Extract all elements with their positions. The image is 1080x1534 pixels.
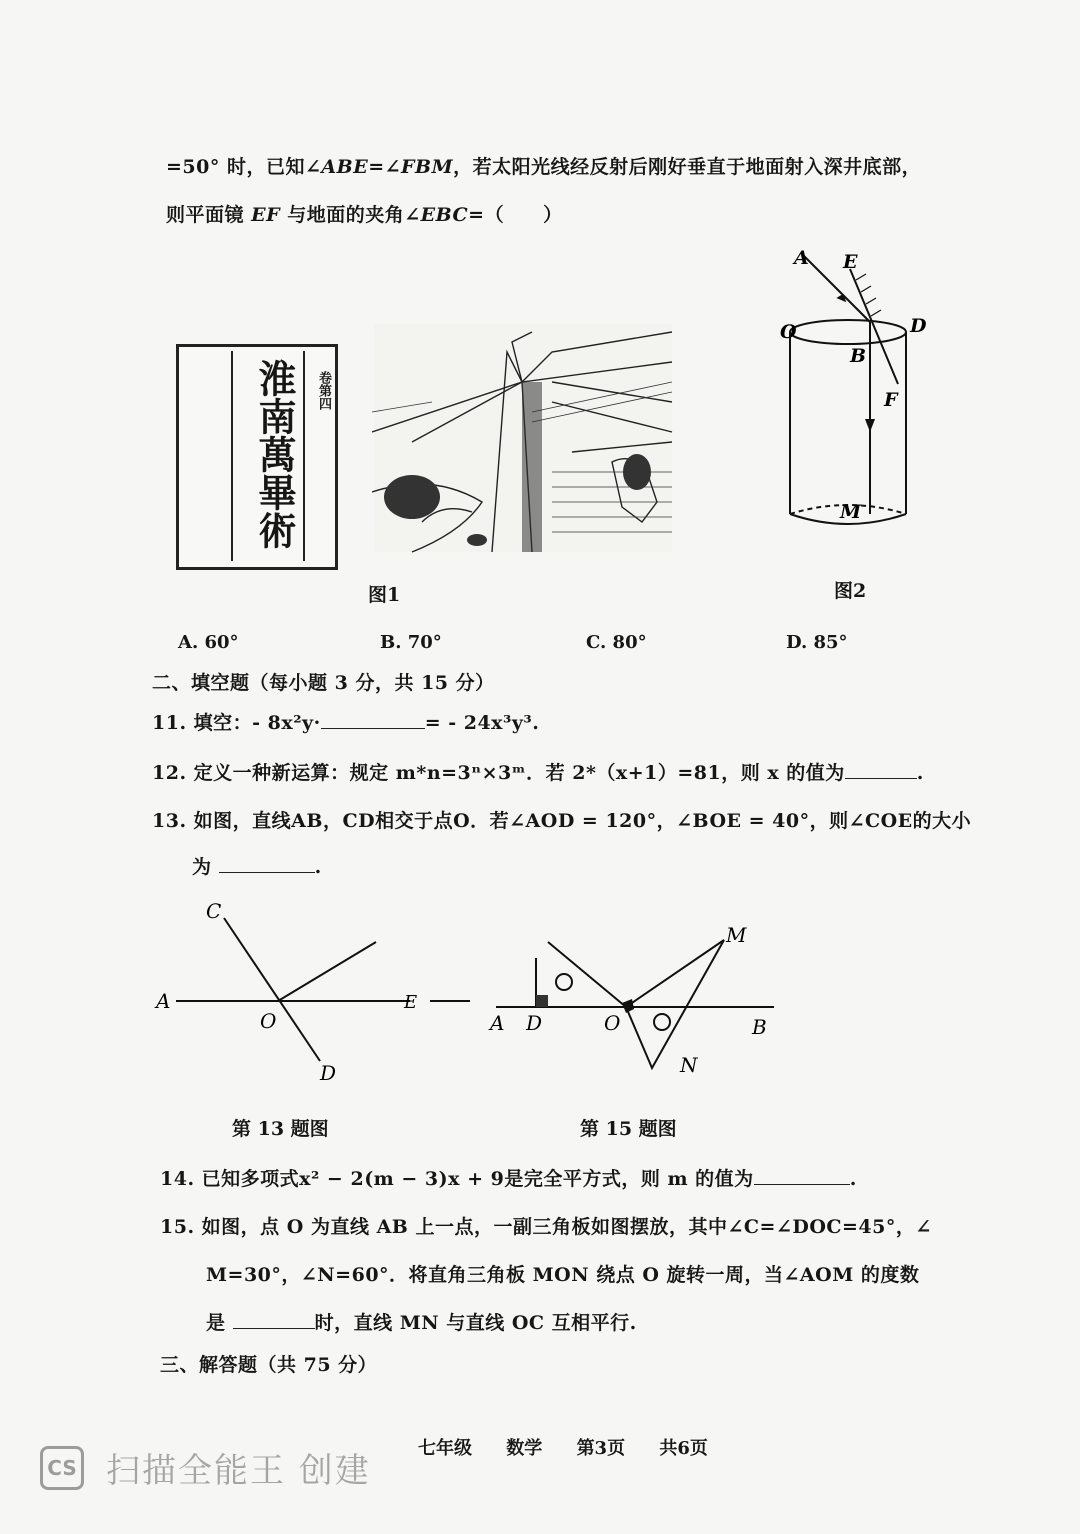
angle-fbm: FBM [401, 156, 454, 178]
q10-line1 [166, 152, 921, 179]
q13-text: 为 [192, 856, 212, 878]
figure2-label-e: E [843, 251, 858, 273]
fig15-label-a: A [490, 1011, 505, 1035]
page-footer [418, 1434, 736, 1460]
q11 [152, 708, 539, 735]
figure2-label-d: D [910, 315, 927, 337]
angle-abe: ABE [321, 156, 369, 178]
figure15-diagram [486, 916, 786, 1086]
fig13-label-o: O [260, 1009, 277, 1033]
fig15-label-n: N [680, 1053, 698, 1077]
q15-answer-blank[interactable] [233, 1328, 315, 1329]
q14 [160, 1164, 857, 1191]
q10-text: =∠ [368, 156, 402, 178]
angle-ebc: EBC [420, 204, 469, 226]
camscanner-logo-icon: CS [40, 1446, 84, 1490]
footer-grade: 七年级 [418, 1438, 472, 1459]
q13-text: . [314, 856, 322, 878]
footer-subject: 数学 [506, 1438, 543, 1459]
q15-line3 [206, 1308, 637, 1335]
fig13-label-d: D [320, 1061, 337, 1085]
q12 [152, 758, 924, 785]
footer-total: 共6页 [659, 1438, 708, 1459]
option-a: A. 60° [178, 632, 239, 653]
q11-text: = - 24x³y³. [424, 712, 540, 734]
figure2-label-a: A [794, 247, 809, 269]
book-title: 淮南萬畢術 [252, 359, 297, 549]
option-d: D. 85° [786, 632, 848, 653]
option-c: C. 80° [586, 632, 647, 653]
figure2-well-diagram [776, 244, 936, 534]
q11-text: 11. 填空：- 8x²y· [152, 712, 321, 734]
q13-answer-blank[interactable] [219, 872, 315, 873]
q10-text: ，若太阳光线经反射后刚好垂直于地面射入深井底部， [453, 156, 922, 178]
q12-answer-blank[interactable] [845, 778, 917, 779]
q15-text: 是 [206, 1312, 226, 1334]
q11-answer-blank[interactable] [321, 728, 425, 729]
figure2-label-m: M [840, 501, 862, 523]
fig13-label-a: A [156, 989, 171, 1013]
q14-answer-blank[interactable] [754, 1184, 850, 1185]
q12-text: 12. 定义一种新运算：规定 m*n=3ⁿ×3ᵐ．若 2*（x+1）=81，则 x 的值为 [152, 762, 845, 784]
fig13-label-c: C [206, 899, 222, 923]
q10-text: 与地面的夹角∠ [280, 204, 421, 226]
q13-line1: 13. 如图，直线AB，CD相交于点O．若∠AOD = 120°，∠BOE = 40°，则∠COE的大小 [152, 810, 972, 832]
figure2-label-o: O [780, 321, 797, 343]
watermark-text: 扫描全能王 创建 [106, 1451, 371, 1491]
figure15-caption: 第 15 题图 [580, 1118, 677, 1140]
q15-line2: M=30°，∠N=60°．将直角三角板 MON 绕点 O 旋转一周，当∠AOM 的度数 [206, 1264, 920, 1286]
section3-title: 三、解答题（共 75 分） [160, 1354, 378, 1376]
fig15-label-o: O [604, 1011, 621, 1035]
q10-text: =（ ） [468, 204, 563, 226]
mirror-ef: EF [251, 204, 281, 226]
figure13-caption: 第 13 题图 [232, 1118, 329, 1140]
fig15-label-b: B [752, 1015, 767, 1039]
q15-line1: 15. 如图，点 O 为直线 AB 上一点，一副三角板如图摆放，其中∠C=∠DOC=45°，∠ [160, 1216, 932, 1238]
footer-page: 第3页 [576, 1438, 626, 1459]
q10-line2 [166, 200, 563, 227]
q10-text: 则平面镜 [166, 204, 252, 226]
camscanner-watermark [40, 1443, 371, 1492]
figure2-label-f: F [884, 389, 898, 411]
option-b: B. 70° [380, 632, 442, 653]
figure2-caption: 图2 [834, 580, 867, 602]
figure1-engraving [372, 322, 674, 554]
q12-text: . [916, 762, 924, 784]
figure13-diagram [150, 896, 480, 1090]
q13-line2 [192, 852, 322, 879]
q14-text: 14. 已知多项式x² − 2(m − 3)x + 9是完全平方式，则 m 的值为 [160, 1168, 754, 1190]
q15-text: 时，直线 MN 与直线 OC 互相平行. [314, 1312, 637, 1334]
fig13-label-e: E [404, 992, 418, 1013]
fig15-label-m: M [726, 923, 747, 947]
figure1-caption: 图1 [368, 584, 401, 606]
book-subtitle: 卷第四 [316, 371, 331, 410]
figure1-book-cover [176, 344, 338, 570]
section2-title: 二、填空题（每小题 3 分，共 15 分） [152, 672, 495, 694]
fig15-label-d: D [526, 1011, 543, 1035]
figure2-label-b: B [850, 345, 867, 367]
q10-text: =50° 时，已知∠ [166, 156, 322, 178]
q14-text: . [849, 1168, 857, 1190]
